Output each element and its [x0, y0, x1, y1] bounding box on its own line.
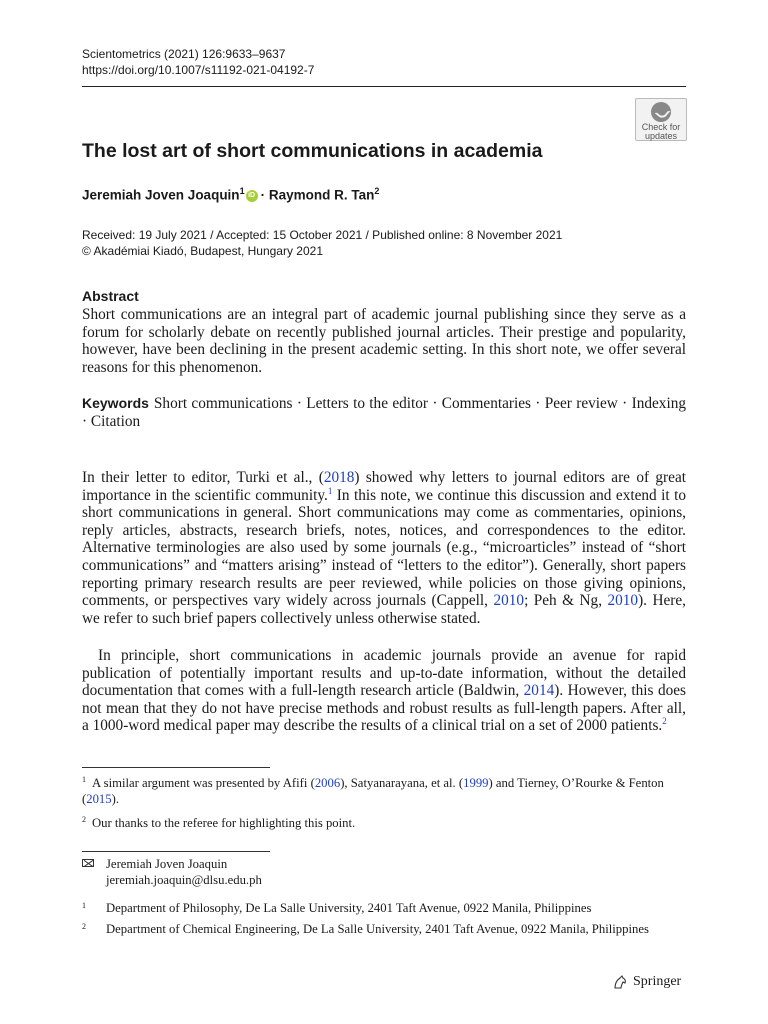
paragraph-text: ). However, this does not mean that they do not have precise methods and robust results as full-length papers. After all, a 1000-word medical paper may describe the results of a clinical trial on a set of 2000 patients. — [82, 682, 687, 735]
footnote-2 — [82, 812, 686, 832]
keywords-label: Keywords — [82, 395, 149, 411]
footnote-text: ), Satyanarayana, et al. ( — [340, 776, 464, 791]
paragraph-text: In principle, short communications in academic journals provide an avenue for rapid publication of potentially important results and up-to-date information, without the detailed documentation that comes with a full-length research article (Baldwin, — [82, 647, 686, 700]
corresponding-author-email[interactable]: jeremiah.joaquin@dlsu.edu.ph — [106, 872, 262, 887]
citation-link[interactable]: 2018 — [323, 469, 355, 486]
affiliation-text: Department of Philosophy, De La Salle University, 2401 Taft Avenue, 0922 Manila, Philippines — [106, 901, 592, 915]
author-affiliation-mark: 2 — [374, 186, 380, 196]
citation-link[interactable]: 2015 — [86, 791, 112, 806]
publication-history — [82, 227, 562, 259]
footnote-text: A similar argument was presented by Afifi ( — [92, 776, 315, 791]
citation-link[interactable]: 1999 — [463, 776, 489, 791]
envelope-icon — [82, 859, 94, 867]
copyright-line: © Akadémiai Kiadó, Budapest, Hungary 2021 — [82, 244, 323, 258]
publisher-name: Springer — [633, 974, 682, 989]
affiliation-divider — [82, 851, 270, 852]
author-separator: · — [260, 187, 266, 203]
citation-link[interactable]: 2010 — [607, 592, 639, 610]
doi-link[interactable]: https://doi.org/10.1007/s11192-021-04192-7 — [82, 63, 315, 77]
check-updates-icon — [651, 102, 671, 122]
author-name[interactable]: Jeremiah Joven Joaquin — [82, 187, 240, 203]
footnote-marker[interactable]: 2 — [662, 716, 667, 727]
journal-header — [82, 46, 314, 78]
author-list — [82, 186, 379, 203]
header-divider — [82, 86, 686, 87]
citation-link[interactable]: 2014 — [523, 682, 555, 700]
footnote-text: ) and Tierney, O’Rourke & Fenton ( — [82, 776, 664, 806]
body-paragraph — [82, 469, 686, 627]
footnote-number: 1 — [82, 775, 86, 784]
footnote-text: Our thanks to the referee for highlighting this point. — [92, 816, 356, 831]
footnote-marker[interactable]: 1 — [327, 485, 333, 496]
author-affiliation-mark: 1 — [239, 186, 245, 196]
footnotes — [82, 772, 686, 837]
affiliation-2 — [82, 922, 686, 938]
paragraph-text: ) showed why letters to journal editors are of great importance in the scientific community. — [82, 469, 686, 504]
footnote-divider — [82, 767, 270, 768]
affiliation-text: Department of Chemical Engineering, De La Salle University, 2401 Taft Avenue, 0922 Manila, Philippines — [106, 922, 649, 936]
article-title: The lost art of short communications in academia — [82, 140, 543, 162]
footnote-text: ). — [111, 791, 120, 806]
keywords-list: Short communications · Letters to the editor · Commentaries · Peer review · Indexing · Citation — [82, 395, 686, 430]
citation-link[interactable]: 2006 — [314, 776, 341, 791]
abstract-heading: Abstract — [82, 288, 139, 304]
paragraph-text: ; Peh & Ng, — [524, 592, 608, 610]
check-updates-line1: Check for — [641, 122, 681, 132]
paragraph-text: In their letter to editor, Turki et al., ( — [82, 469, 324, 486]
footnote-number: 2 — [82, 815, 86, 825]
citation-link[interactable]: 2010 — [493, 592, 525, 610]
affiliation-1 — [82, 901, 686, 917]
check-for-updates-button[interactable] — [635, 98, 687, 141]
publisher-logo — [612, 974, 681, 990]
keywords — [82, 395, 686, 430]
corresponding-author — [82, 857, 262, 888]
check-updates-line2: updates — [644, 131, 678, 141]
body-paragraph — [82, 647, 686, 735]
affiliation-number: 1 — [82, 901, 86, 910]
affiliation-number: 2 — [82, 922, 86, 931]
corresponding-author-name: Jeremiah Joven Joaquin — [106, 857, 228, 871]
footnote-1 — [82, 772, 686, 807]
paragraph-text: In this note, we continue this discussion and extend it to short communications in general. Short communications may come as commentaries, opinions, reply articles, abstracts, research briefs, notes, notices, and correspondences to the editor. Alternative terminologies are also used by some journals (e.g., “microarticles” instead of “short communications” and “matters arising” instead of “letters to the editor”). Generally, short papers reporting primary research results are peer reviewed, while policies on those giving opinions, comments, or perspectives vary widely across journals (Cappell, — [82, 486, 686, 610]
received-accepted-dates: Received: 19 July 2021 / Accepted: 15 October 2021 / Published online: 8 November 2021 — [82, 228, 563, 242]
springer-horse-icon — [612, 974, 628, 990]
orcid-icon[interactable]: iD — [246, 190, 258, 202]
journal-citation: Scientometrics (2021) 126:9633–9637 — [82, 47, 286, 61]
abstract-text: Short communications are an integral part of academic journal publishing since they serve as a forum for scholarly debate on recently published journal articles. Their prestige and popularity, however, have been declining in the present academic setting. In this short note, we offer several reasons for this phenomenon. — [82, 306, 686, 376]
author-name[interactable]: Raymond R. Tan — [268, 187, 375, 203]
paragraph-text: ). Here, we refer to such brief papers collectively unless otherwise stated. — [82, 592, 686, 627]
